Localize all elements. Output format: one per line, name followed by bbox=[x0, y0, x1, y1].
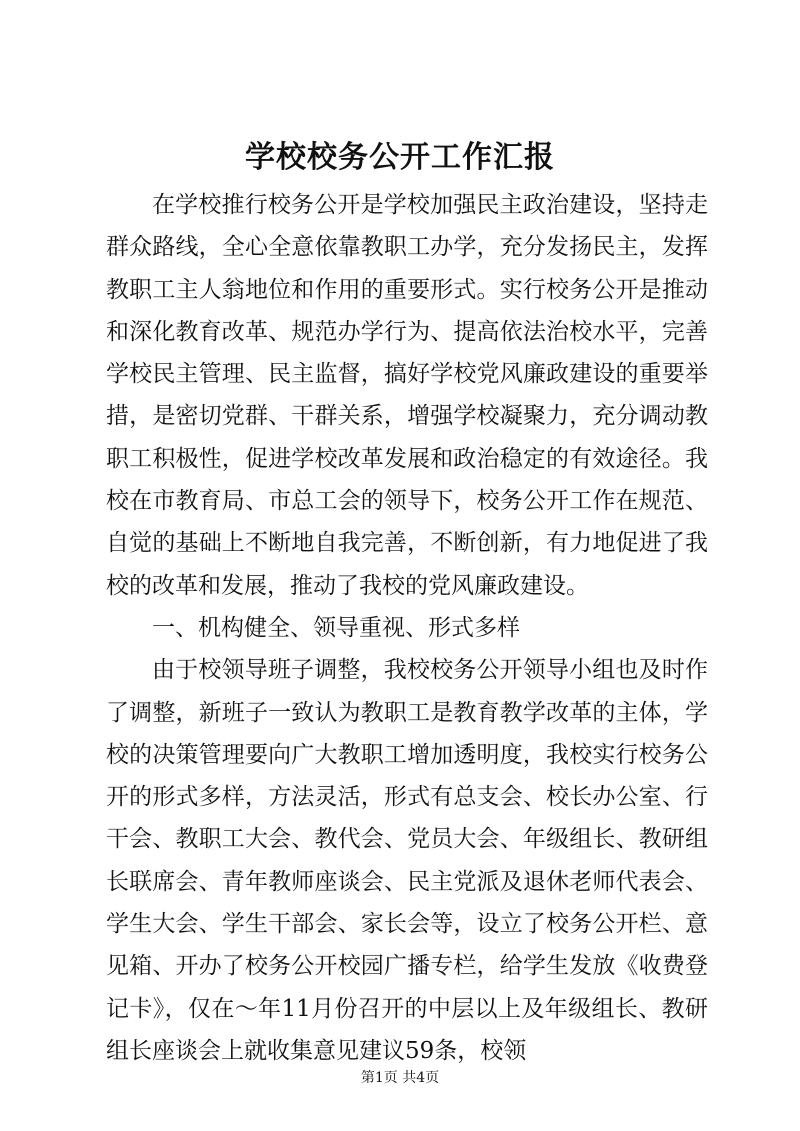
paragraph-intro: 在学校推行校务公开是学校加强民主政治建设，坚持走群众路线，全心全意依靠教职工办学，充分发扬民主，发挥教职工主人翁地位和作用的重要形式。实行校务公开是推动和深化教育改革、规范办学行为、提高依法治校水平，完善学校民主管理、民主监督，搞好学校党风廉政建设的重要举措，是密切党群、干群关系，增强学校凝聚力，充分调动教职工积极性，促进学校改革发展和政治稳定的有效途径。我校在市教育局、市总工会的领导下，校务公开工作在规范、自觉的基础上不断地自我完善，不断创新，有力地促进了我校的改革和发展，推动了我校的党风廉政建设。 bbox=[106, 192, 708, 599]
document-body bbox=[106, 184, 708, 1072]
page-footer: 第1页 共4页 bbox=[360, 1070, 440, 1086]
paragraph-section-1: 由于校领导班子调整，我校校务公开领导小组也及时作了调整，新班子一致认为教职工是教育教学改革的主体，学校的决策管理要向广大教职工增加透明度，我校实行校务公开的形式多样，方法灵活，形式有总支会、校长办公室、行干会、教职工大会、教代会、党员大会、年级组长、教研组长联席会、青年教师座谈会、民主党派及退休老师代表会、学生大会、学生干部会、家长会等，设立了校务公开栏、意见箱、开办了校务公开校园广播专栏，给学生发放《收费登记卡》，仅在～年11月份召开的中层以上及年级组长、教研组长座谈会上就收集意见建议59条，校领 bbox=[106, 657, 708, 1064]
document-title: 学校校务公开工作汇报 bbox=[245, 140, 555, 175]
section-heading-1: 一、机构健全、领导重视、形式多样 bbox=[152, 614, 520, 641]
